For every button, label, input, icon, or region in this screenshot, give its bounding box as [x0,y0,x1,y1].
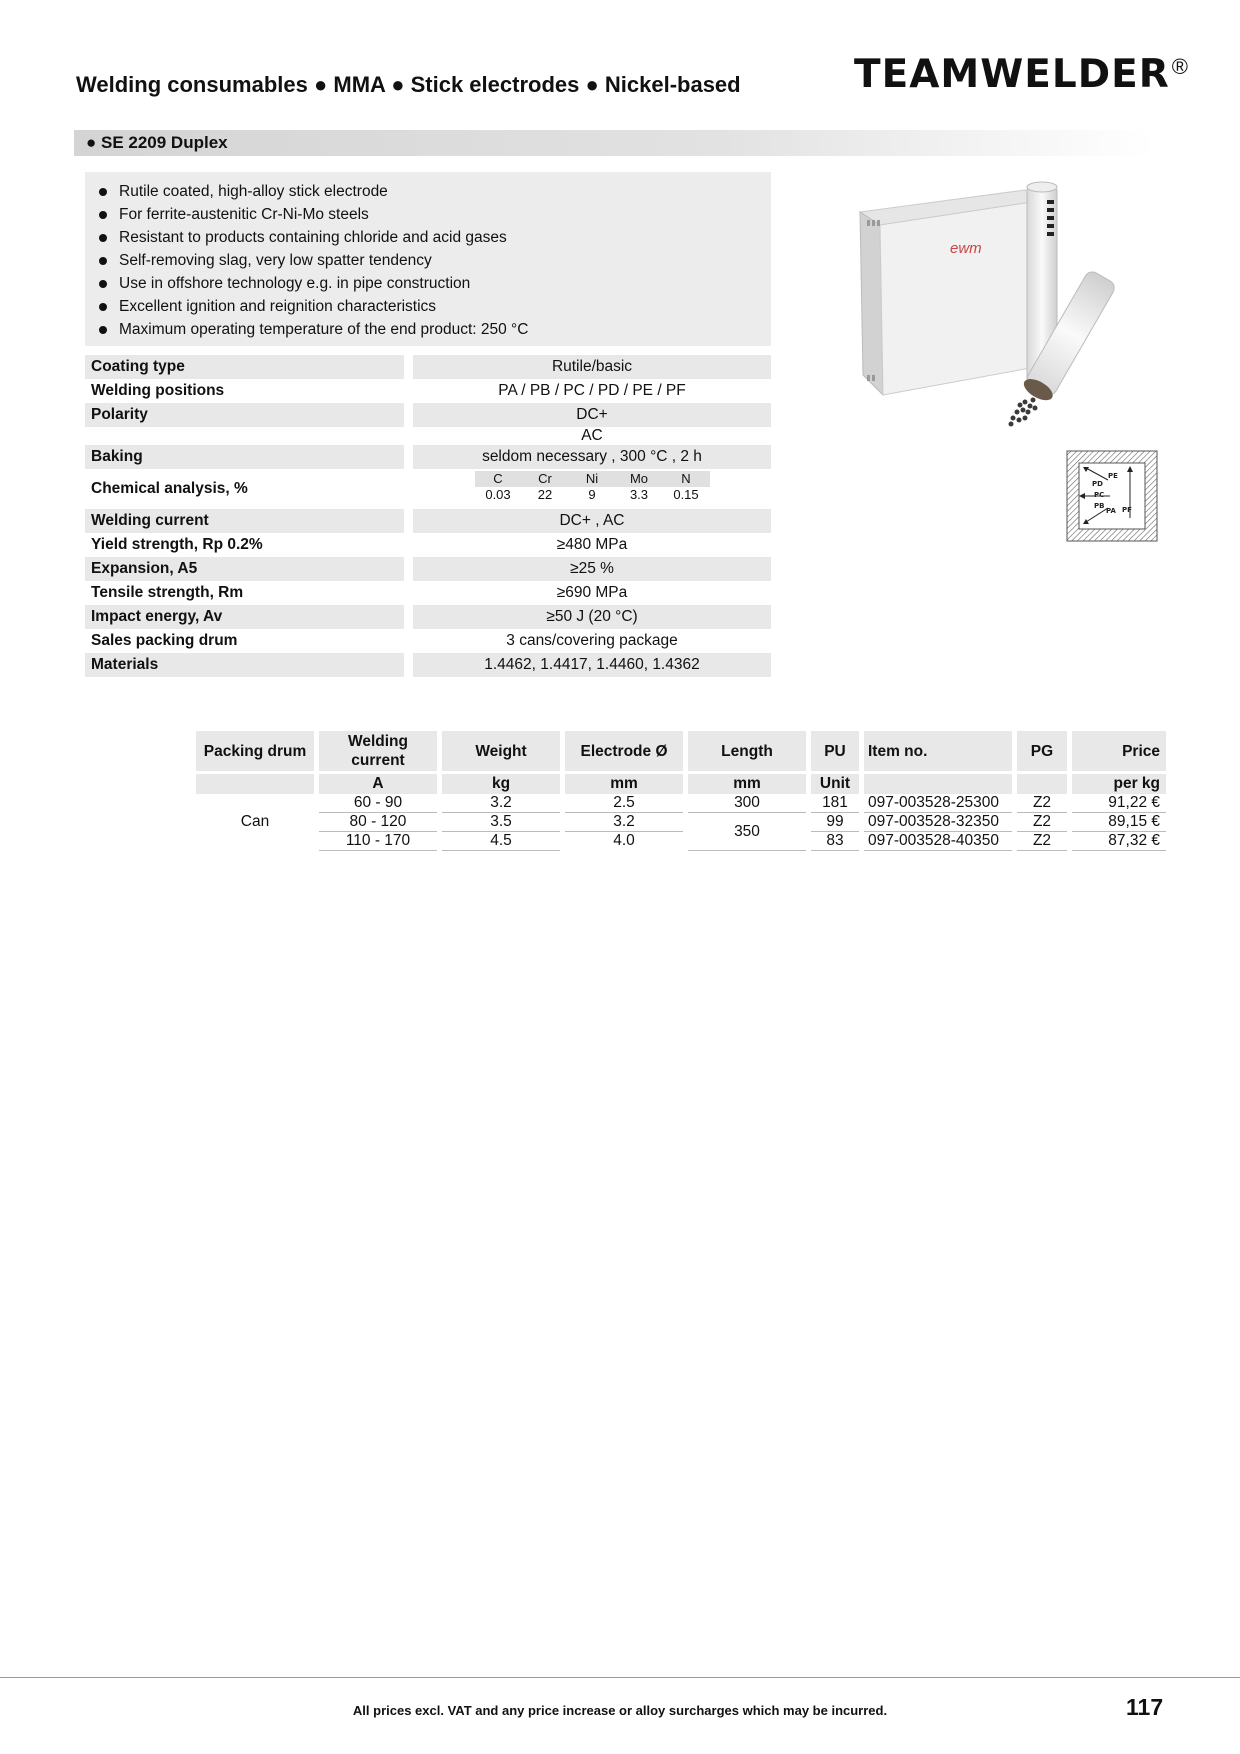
header-price: Price [1072,731,1166,773]
header-length: Length [688,731,806,773]
spec-row-positions: Welding positions PA / PB / PC / PD / PE / PF [91,382,686,399]
product-image [855,180,1150,445]
header-packing: Packing drum [196,731,314,773]
feature-item: Excellent ignition and reignition characteristics [99,295,771,318]
diagram-label: PB [1094,502,1105,510]
header-diameter: Electrode Ø [565,731,683,773]
diagram-label: PF [1122,506,1132,514]
bullet-icon [99,188,107,196]
bullet-icon [99,234,107,242]
spec-row-baking: Baking seldom necessary , 300 °C , 2 h [85,445,771,469]
logo-text: TEAMWELDER [853,52,1170,97]
spec-row-expansion: Expansion, A5 ≥25 % [85,557,771,581]
spec-row-chemical: Chemical analysis, % C Cr Ni Mo N 0.03 22 9 3.3 0.15 [85,469,771,509]
header-pu: PU [811,731,859,773]
unit-pu: Unit [811,773,859,795]
table-row: 80 - 120 3.5 3.2 350 99 097-003528-32350 Z2 89,15 € [196,813,1166,832]
footer-note: All prices excl. VAT and any price increase or alloy surcharges which may be incurred. [352,1703,888,1718]
spec-row-yield: Yield strength, Rp 0.2% ≥480 MPa [91,536,628,553]
footer-divider [0,1677,1240,1678]
spec-row-coating: Coating type Rutile/basic [85,355,771,379]
welding-positions-diagram [1066,450,1158,542]
spec-table [85,355,771,677]
header-current: Welding current [319,731,437,773]
unit-price: per kg [1072,773,1166,795]
brand-mark: ewm [950,240,982,257]
header-pg: PG [1017,731,1067,773]
page-number: 117 [1126,1694,1164,1720]
spec-row-materials: Materials 1.4462, 1.4417, 1.4460, 1.4362 [85,653,771,677]
feature-item: Self-removing slag, very low spatter tendency [99,249,771,272]
table-row: Can 60 - 90 3.2 2.5 300 181 097-003528-25300 Z2 91,22 € [196,794,1166,813]
page-title: Welding consumables ● MMA ● Stick electrodes ● Nickel-based [76,72,741,97]
unit-length: mm [688,773,806,795]
feature-item: For ferrite-austenitic Cr-Ni-Mo steels [99,203,771,226]
feature-item: Maximum operating temperature of the end product: 250 °C [99,318,771,341]
bullet-icon [99,257,107,265]
registered-mark: ® [1171,54,1188,79]
bullet-icon [99,326,107,334]
pricing-table [196,731,1166,851]
spec-row-packing: Sales packing drum 3 cans/covering package [91,632,678,649]
header-weight: Weight [442,731,560,773]
spec-row-impact: Impact energy, Av ≥50 J (20 °C) [85,605,771,629]
bullet-icon [99,211,107,219]
header-item: Item no. [864,731,1012,773]
teamwelder-logo [854,52,1188,97]
diagram-label: PC [1094,491,1105,499]
chemical-grid: C Cr Ni Mo N 0.03 22 9 3.3 0.15 [413,471,771,503]
diagram-label: PA [1106,507,1116,515]
unit-weight: kg [442,773,560,795]
packing-cell: Can [240,813,270,831]
feature-item: Rutile coated, high-alloy stick electrode [99,180,771,203]
unit-diameter: mm [565,773,683,795]
diagram-label: PE [1108,472,1118,480]
table-row: 110 - 170 4.5 4.0 83 097-003528-40350 Z2 87,32 € [196,832,1166,851]
bullet-icon [99,280,107,288]
section-title: ● SE 2209 Duplex [74,130,1154,156]
unit-current: A [319,773,437,795]
diagram-label: PD [1092,480,1103,488]
feature-item: Use in offshore technology e.g. in pipe construction [99,272,771,295]
feature-list [85,172,771,346]
spec-row-polarity: Polarity DC+ AC [85,403,771,445]
feature-item: Resistant to products containing chloride and acid gases [99,226,771,249]
spec-row-current: Welding current DC+ , AC [85,509,771,533]
spec-row-tensile: Tensile strength, Rm ≥690 MPa [91,584,628,601]
bullet-icon [99,303,107,311]
